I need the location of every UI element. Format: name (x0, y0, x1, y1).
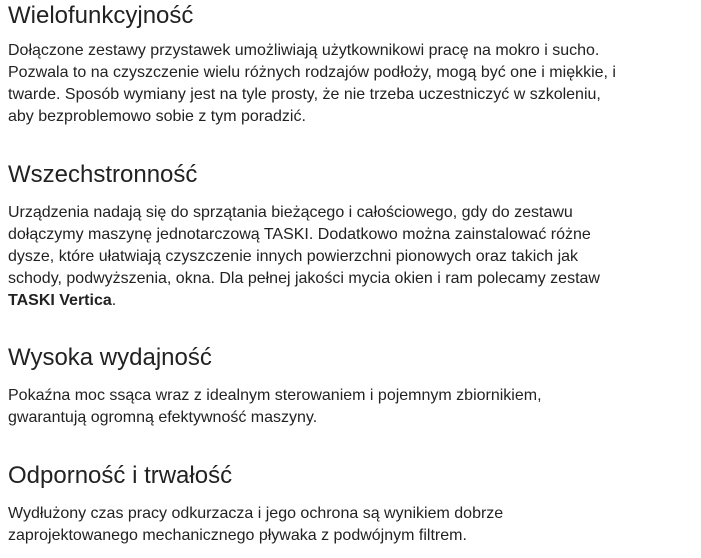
section-durability (8, 461, 503, 547)
section-heading: Wszechstronność (8, 161, 198, 188)
paragraph-line: gwarantują ogromną efektywność maszyny. (8, 409, 318, 426)
section-paragraph (8, 202, 600, 312)
section-heading: Odporność i trwałość (8, 462, 233, 489)
section-paragraph (8, 40, 616, 128)
paragraph-line: schody, podwyższenia, okna. Dla pełnej jakości mycia okien i ram polecamy zestaw (8, 270, 600, 287)
paragraph-line: Dołączone zestawy przystawek umożliwiają użytkownikowi pracę na mokro i sucho. (8, 42, 600, 59)
paragraph-line: Pozwala to na czyszczenie wielu różnych rodzajów podłoży, mogą być one i miękkie, i (8, 64, 616, 81)
paragraph-line: Pokaźna moc ssąca wraz z idealnym sterowaniem i pojemnym zbiornikiem, (8, 387, 542, 404)
section-high-performance (8, 343, 542, 429)
paragraph-line: zaprojektowanego mechanicznego pływaka z podwójnym filtrem. (8, 527, 467, 544)
section-multifunctionality (8, 1, 616, 128)
paragraph-line: Wydłużony czas pracy odkurzacza i jego ochrona są wynikiem dobrze (8, 505, 504, 522)
paragraph-line: Urządzenia nadają się do sprzątania bieżącego i całościowego, gdy do zestawu (8, 204, 573, 221)
paragraph-line: dołączymy maszynę jednotarczową TASKI. Dodatkowo można zainstalować różne (8, 226, 591, 243)
section-heading: Wysoka wydajność (8, 344, 212, 371)
paragraph-line: dysze, które ułatwiają czyszczenie innych powierzchni pionowych oraz takich jak (8, 248, 579, 265)
product-name-bold: TASKI Vertica (8, 292, 112, 309)
paragraph-line: twarde. Sposób wymiany jest na tyle prosty, że nie trzeba uczestniczyć w szkoleniu, (8, 86, 601, 103)
section-versatility (8, 160, 600, 312)
sentence-end: . (111, 292, 117, 309)
section-paragraph (8, 385, 542, 429)
section-paragraph (8, 503, 503, 547)
section-heading: Wielofunkcyjność (8, 2, 194, 29)
paragraph-line: aby bezproblemowo sobie z tym poradzić. (8, 108, 306, 125)
